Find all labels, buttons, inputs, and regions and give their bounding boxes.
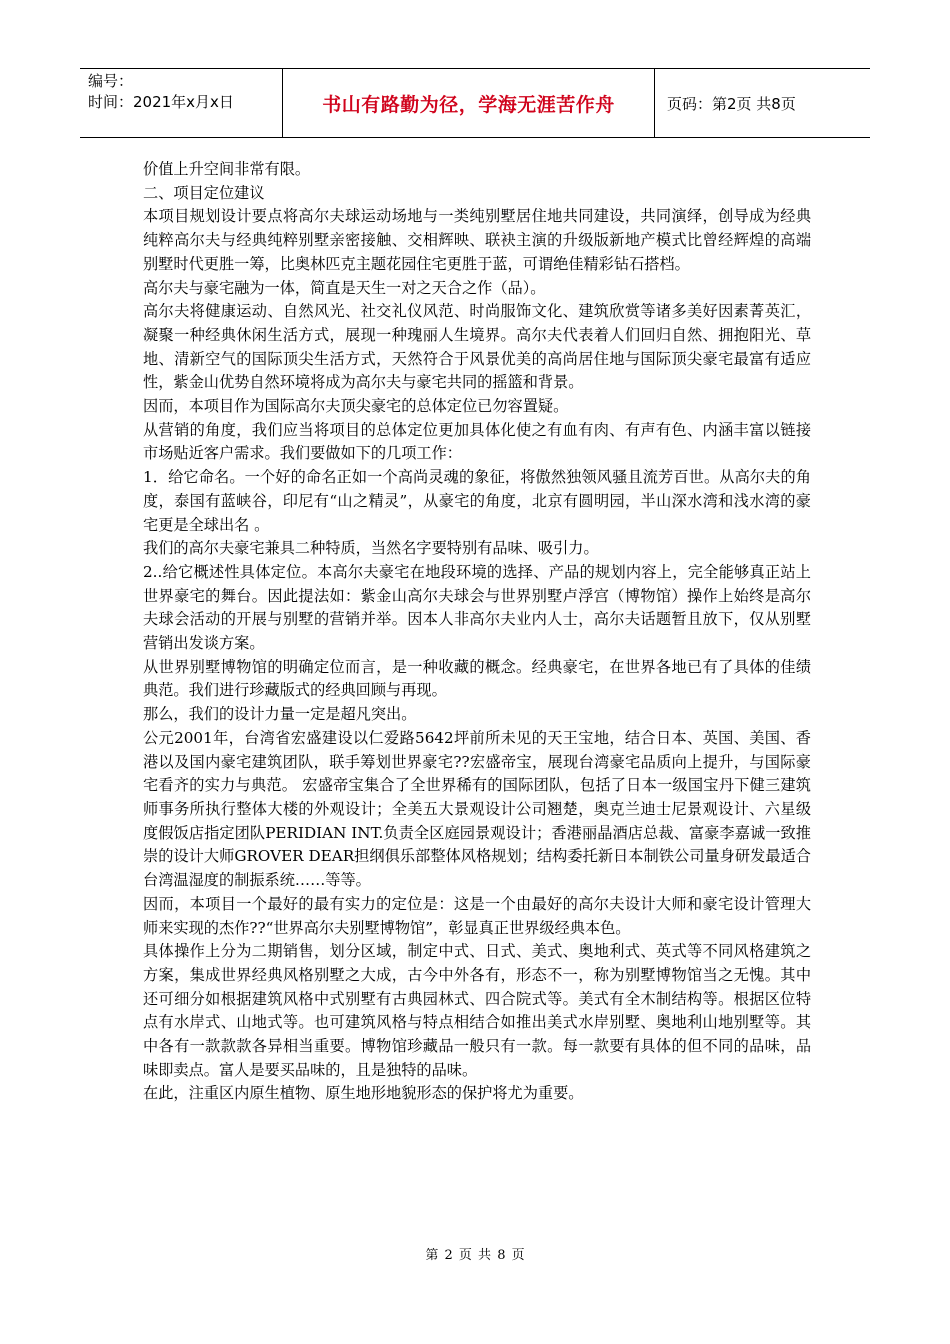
- number-label: 编号：: [88, 72, 134, 90]
- page-footer: 第 2 页 共 8 页: [425, 1248, 525, 1263]
- paragraph: 从营销的角度，我们应当将项目的总体定位更加具体化使之有血有肉、有声有色、内涵丰富以链接市场贴近客户需求。我们要做如下的几项工作：: [143, 420, 811, 463]
- paragraph: 从世界别墅博物馆的明确定位而言，是一种收藏的概念。经典豪宅，在世界各地已有了具体的佳绩典范。我们进行珍藏版式的经典回顾与再现。: [143, 657, 811, 700]
- date-label: 时间：2021年x月x日: [88, 93, 234, 111]
- paragraph: 因而，本项目作为国际高尔夫顶尖豪宅的总体定位已勿容置疑。: [143, 397, 569, 416]
- paragraph: 本项目规划设计要点将高尔夫球运动场地与一类纯别墅居住地共同建设，共同演绎，创导成为经典纯粹高尔夫与经典纯粹别墅亲密接触、交相辉映、联袂主演的升级版新地产模式比曾经辉煌的高端别墅时代更胜一筹，比奥林匹克主题花园住宅更胜于蓝，可谓绝佳精彩钻石搭档。: [143, 207, 811, 273]
- paragraph: 我们的高尔夫豪宅兼具二种特质，当然名字要特别有品味、吸引力。: [143, 539, 599, 558]
- paragraph: 那么，我们的设计力量一定是超凡突出。: [143, 705, 417, 724]
- page-header: [80, 68, 870, 138]
- section-heading: 二、项目定位建议: [143, 183, 265, 202]
- paragraph: 因而，本项目一个最好的最有实力的定位是：这是一个由最好的高尔夫设计大师和豪宅设计管理大师来实现的杰作??“世界高尔夫别墅博物馆”，彰显真正世界级经典本色。: [143, 894, 811, 937]
- paragraph: 在此，注重区内原生植物、原生地形地貌形态的保护将尤为重要。: [143, 1084, 584, 1103]
- header-motto: 书山有路勤为径，学海无涯苦作舟: [283, 69, 655, 137]
- paragraph: 具体操作上分为二期销售，划分区域，制定中式、日式、美式、奥地利式、英式等不同风格建筑之方案，集成世界经典风格别墅之大成，古今中外各有，形态不一，称为别墅博物馆当之无愧。其中还可细分如根据建筑风格中式别墅有古典园林式、四合院式等。美式有全木制结构等。根据区位特点有水岸式、山地式等。也可建筑风格与特点相结合如推出美式水岸别墅、奥地利山地别墅等。其中各有一款款款各异相当重要。博物馆珍藏品一般只有一款。每一款要有具体的但不同的品味，品味即卖点。富人是要买品味的，且是独特的品味。: [143, 942, 811, 1079]
- paragraph: 公元2001年，台湾省宏盛建设以仁爱路5642坪前所未见的天王宝地，结合日本、英国、美国、香港以及国内豪宅建筑团队，联手筹划世界豪宅??宏盛帝宝，展现台湾豪宅品质向上提升，与国际豪宅看齐的实力与典范。 宏盛帝宝集合了全世界稀有的国际团队，包括了日本一级国宝丹下健三建筑师事务所执行整体大楼的外观设计；全美五大景观设计公司翘楚，奥克兰迪士尼景观设计、六星级度假饭店指定团队PERIDIAN INT.负责全区庭园景观设计；香港丽晶酒店总裁、富豪李嘉诚一致推崇的设计大师GROVER DEAR担纲俱乐部整体风格规划；结构委托新日本制铁公司量身研发最适合台湾温湿度的制振系统……等等。: [143, 728, 811, 890]
- paragraph: 高尔夫将健康运动、自然风光、社交礼仪风范、时尚服饰文化、建筑欣赏等诸多美好因素菁英汇，凝聚一种经典休闲生活方式，展现一种瑰丽人生境界。高尔夫代表着人们回归自然、拥抱阳光、草地、清新空气的国际顶尖生活方式，天然符合于风景优美的高尚居住地与国际顶尖豪宅最富有适应性，紫金山优势自然环境将成为高尔夫与豪宅共同的摇篮和背景。: [143, 302, 811, 392]
- header-meta: [80, 69, 283, 137]
- document-body: [143, 158, 811, 1106]
- header-page-info: 页码：第2页 共8页: [667, 94, 796, 113]
- list-item: 2..给它概述性具体定位。本高尔夫豪宅在地段环境的选择、产品的规划内容上，完全能够真正站上世界豪宅的舞台。因此提法如：紫金山高尔夫球会与世界别墅卢浮宫（博物馆）操作上始终是高尔夫球会活动的开展与别墅的营销并举。因本人非高尔夫业内人士，高尔夫话题暂且放下，仅从别墅营销出发谈方案。: [143, 562, 811, 653]
- list-item: 1．给它命名。一个好的命名正如一个高尚灵魂的象征，将傲然独领风骚且流芳百世。从高尔夫的角度，泰国有蓝峡谷，印尼有“山之精灵”，从豪宅的角度，北京有圆明园，半山深水湾和浅水湾的豪宅更是全球出名 。: [143, 468, 811, 534]
- paragraph: 价值上升空间非常有限。: [143, 160, 311, 178]
- paragraph: 高尔夫与豪宅融为一体，简直是天生一对之天合之作（品）。: [143, 278, 546, 297]
